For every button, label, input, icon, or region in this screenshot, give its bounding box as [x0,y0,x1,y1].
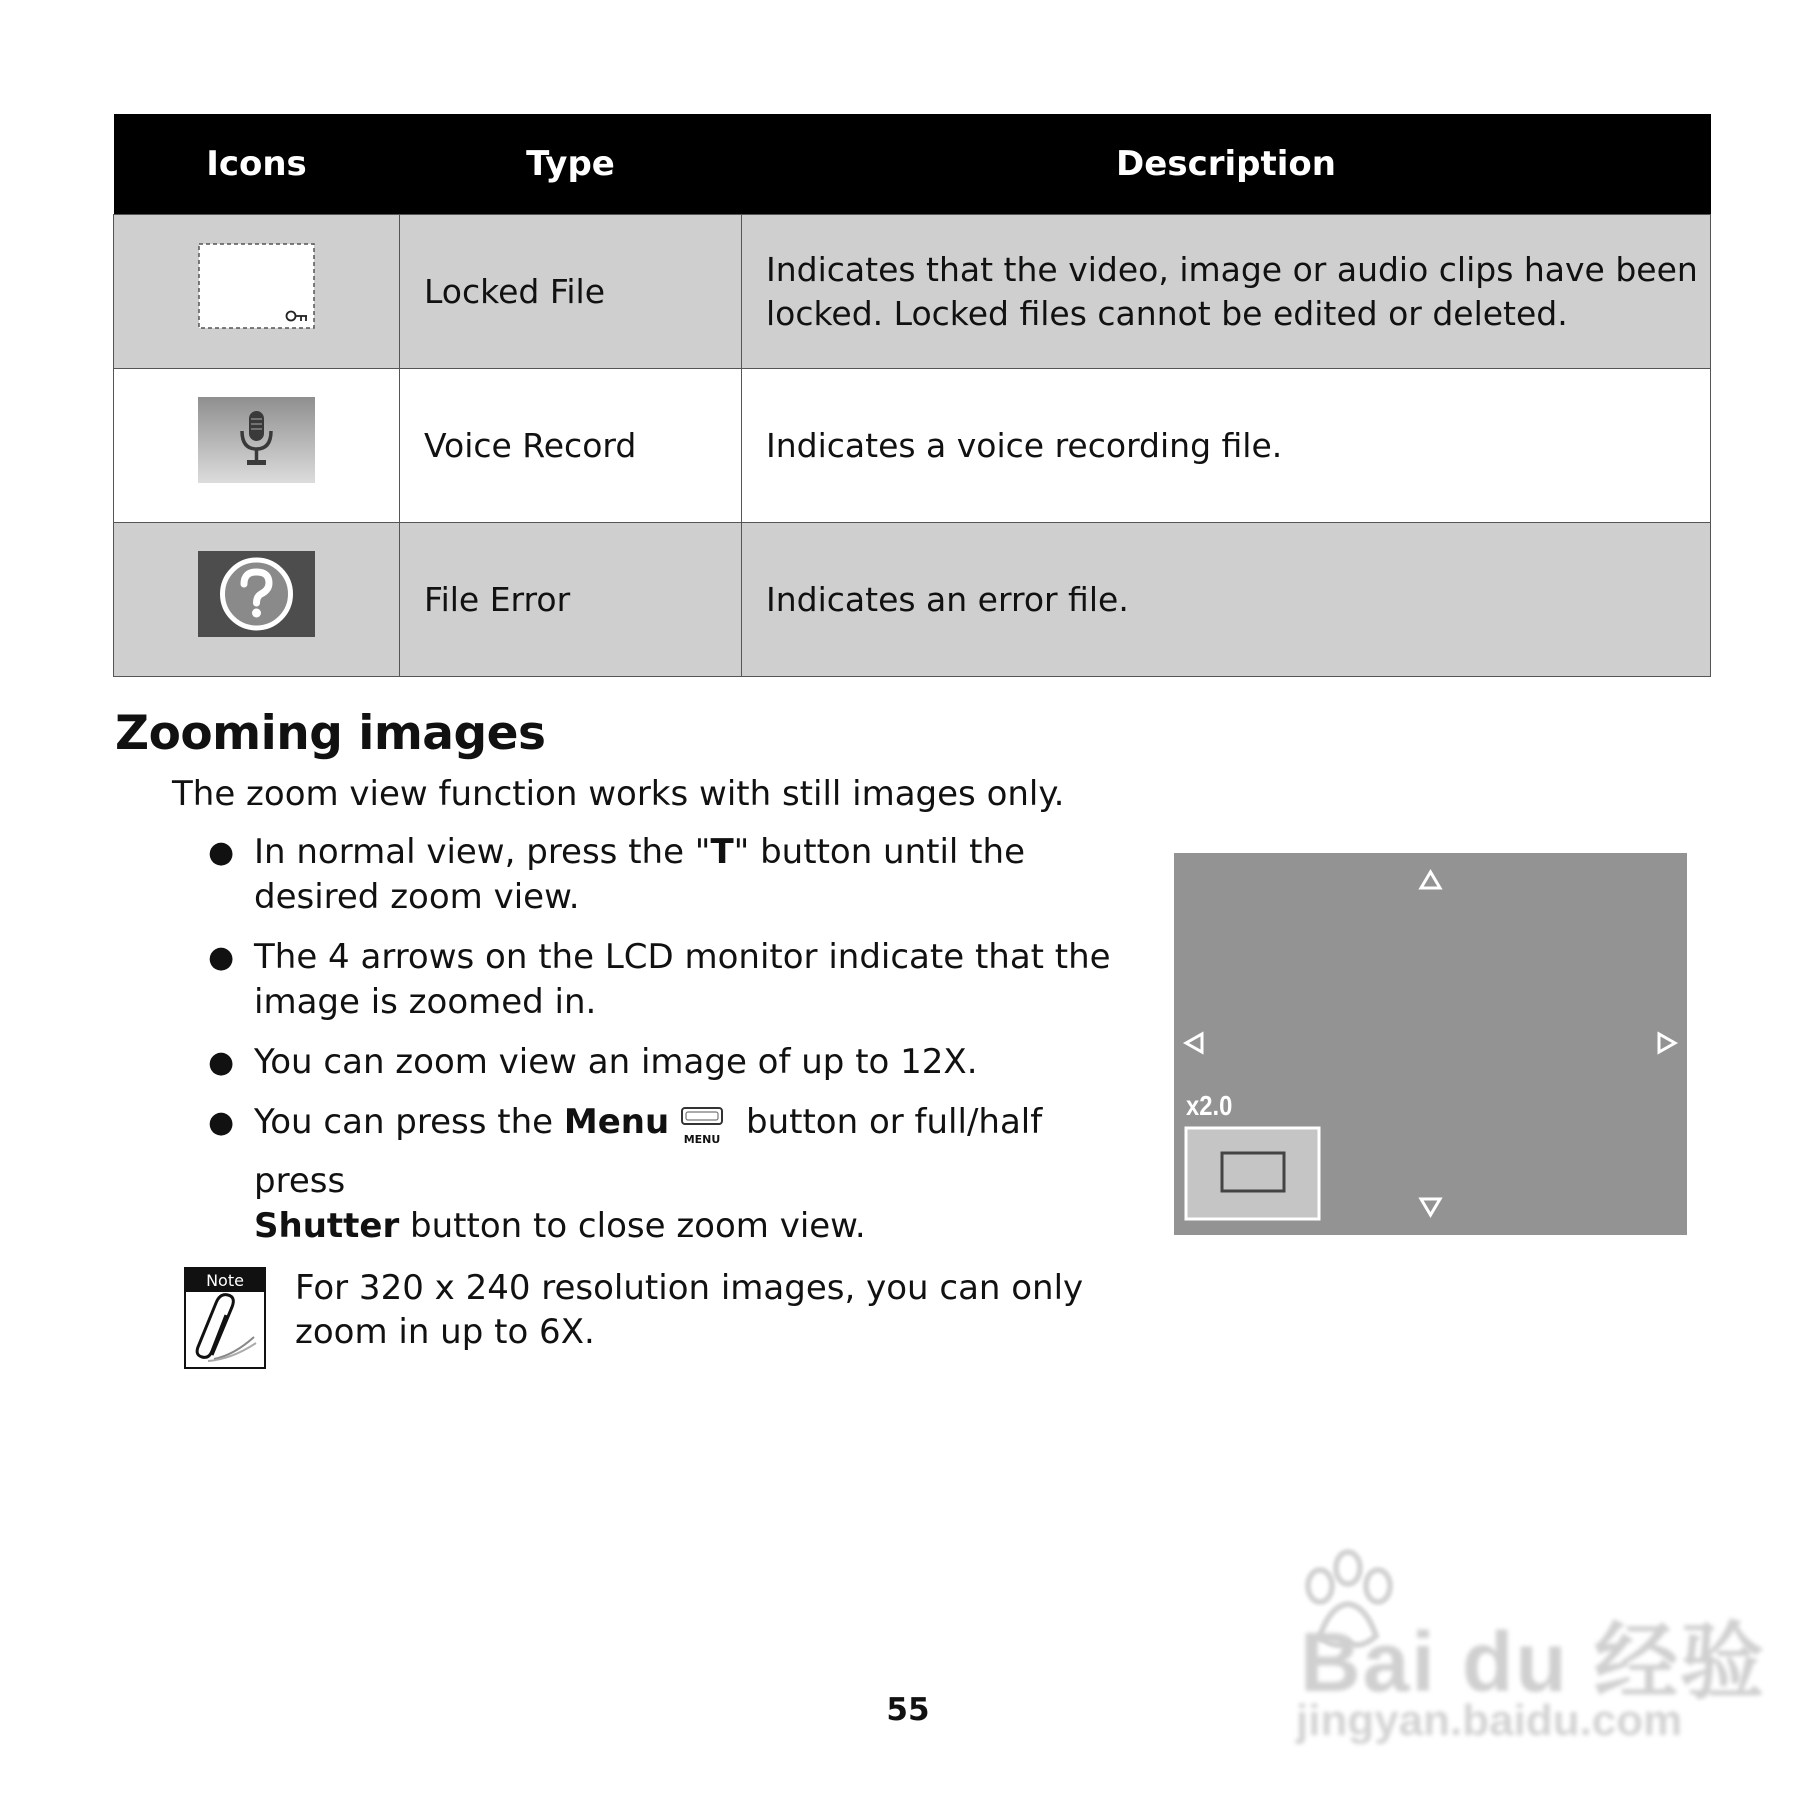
icon-cell [114,215,400,369]
instruction-list [200,830,1130,1264]
bullet-icon: ● [208,835,235,870]
list-item [200,1040,1130,1085]
bullet-text: " button until the desired zoom view. [254,832,1025,917]
bullet-bold: Menu [563,1102,670,1142]
description-cell: Indicates a voice recording file. [742,369,1711,523]
question-mark-icon [198,551,315,648]
table-header-row [114,114,1711,215]
watermark-brand: Bai du 经验 [1300,1615,1767,1709]
bullet-text: In normal view, press the " [254,832,711,872]
bullet-text: button to close zoom view. [399,1206,866,1246]
bullet-bold: T [710,832,734,872]
zoom-level-label: x2.0 [1186,1090,1233,1121]
right-arrow-icon [1659,1034,1675,1052]
table-row [114,523,1711,677]
bullet-text: The 4 arrows on the LCD monitor indicate that the image is zoomed in. [254,937,1111,1022]
header-icons: Icons [114,114,400,215]
header-description: Description [742,114,1711,215]
bullet-icon: ● [208,940,235,975]
bullet-icon: ● [208,1105,235,1140]
menu-button-icon [679,1105,725,1159]
note-label: Note [206,1271,244,1290]
section-title: Zooming images [115,706,546,761]
description-cell: Indicates an error file. [742,523,1711,677]
bullet-text: You can zoom view an image of up to 12X. [254,1042,978,1082]
microphone-icon [198,397,315,494]
table-row [114,215,1711,369]
bullet-icon: ● [208,1045,235,1080]
icons-table [113,114,1711,677]
type-cell: Locked File [400,215,742,369]
table-row [114,369,1711,523]
icon-cell [114,523,400,677]
left-arrow-icon [1186,1034,1202,1052]
note-icon [184,1267,266,1373]
watermark-url: jingyan.baidu.com [1296,1696,1683,1745]
up-arrow-icon [1421,872,1440,888]
locked-file-icon [198,243,315,340]
description-cell: Indicates that the video, image or audio clips have been locked. Locked files cannot be edited or deleted. [742,215,1711,369]
bullet-bold: Shutter [254,1206,400,1246]
menu-icon-label: MENU [683,1133,721,1146]
section-intro: The zoom view function works with still images only. [172,774,1065,814]
down-arrow-icon [1421,1199,1440,1215]
type-cell: Voice Record [400,369,742,523]
header-type: Type [400,114,742,215]
icon-cell [114,369,400,523]
page-number: 55 [886,1692,930,1728]
bullet-text: button or full/half press [254,1102,1043,1201]
note-text: For 320 x 240 resolution images, you can only zoom in up to 6X. [295,1268,1084,1352]
zoom-view-display [1174,853,1687,1235]
type-cell: File Error [400,523,742,677]
list-item [200,935,1130,1025]
list-item [200,1100,1130,1249]
bullet-text: You can press the [254,1102,564,1142]
zoom-navigator [1186,1128,1319,1219]
list-item [200,830,1130,920]
